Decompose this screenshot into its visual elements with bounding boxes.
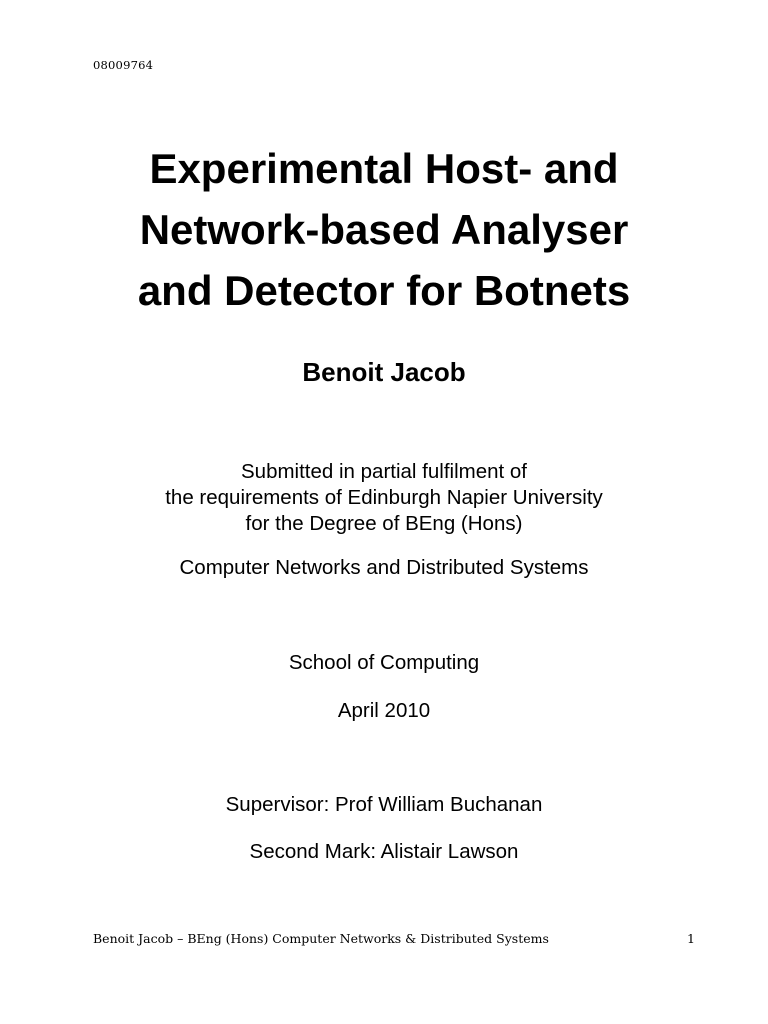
submission-line-1: Submitted in partial fulfilment of xyxy=(241,460,527,483)
supervisor-line: Supervisor: Prof William Buchanan xyxy=(225,793,543,816)
submission-statement xyxy=(0,459,768,537)
programme-name: Computer Networks and Distributed Systems xyxy=(179,556,589,579)
school-name: School of Computing xyxy=(288,651,480,674)
document-title xyxy=(0,138,768,321)
page-number: 1 xyxy=(687,931,695,946)
title-line-2: Network-based Analyser xyxy=(139,206,629,253)
submission-date: April 2010 xyxy=(337,699,431,722)
footer-text: Benoit Jacob – BEng (Hons) Computer Networks & Distributed Systems xyxy=(93,931,549,946)
submission-line-3: for the Degree of BEng (Hons) xyxy=(245,512,523,535)
author-name: Benoit Jacob xyxy=(302,357,466,387)
second-mark-line: Second Mark: Alistair Lawson xyxy=(249,840,519,863)
header-document-id: 08009764 xyxy=(93,58,154,72)
title-line-1: Experimental Host- and xyxy=(149,145,619,192)
title-line-3: and Detector for Botnets xyxy=(137,267,631,314)
submission-line-2: the requirements of Edinburgh Napier University xyxy=(165,486,603,509)
